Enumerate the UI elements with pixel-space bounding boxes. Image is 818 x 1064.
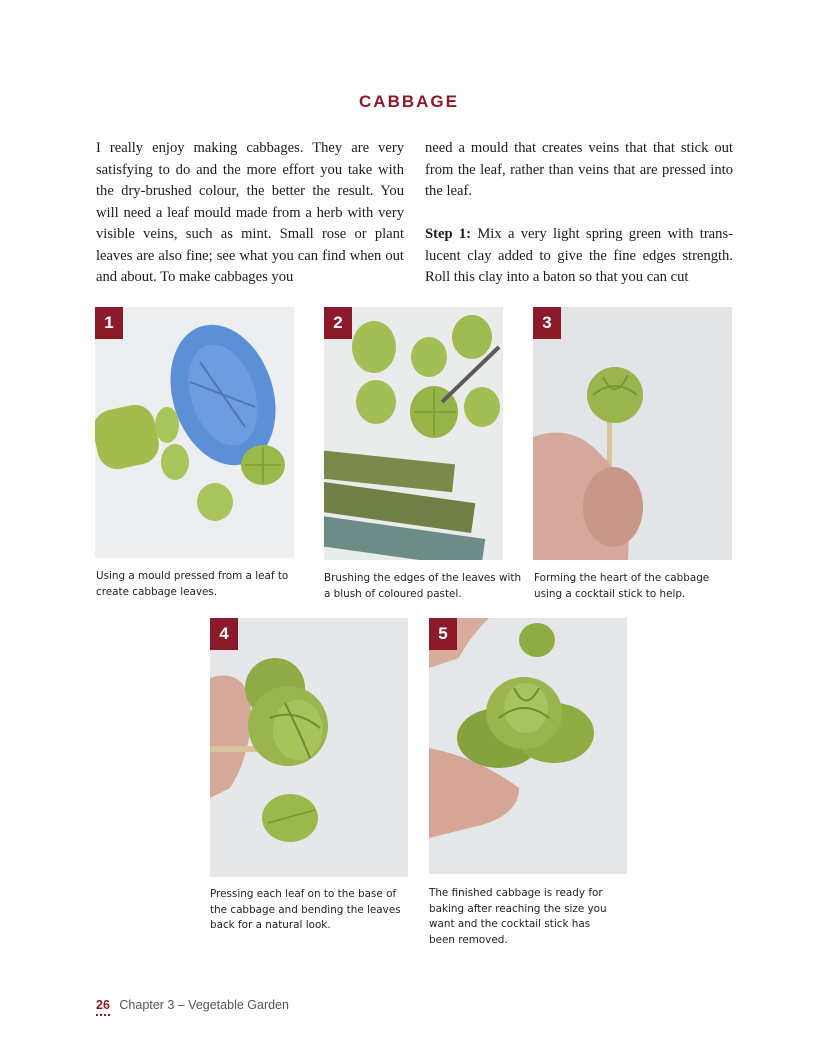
step-paragraph [425,224,733,289]
step-number-badge: 1 [95,307,123,339]
page-title: CABBAGE [359,92,459,111]
step-number-badge: 4 [210,618,238,650]
photo-3-illustration [533,307,732,560]
step-photo-2 [324,307,503,560]
step-caption-4: Pressing each leaf on to the base of the cabbage and bending the leaves back for a natural look. [210,888,401,931]
chapter-title: Chapter 3 – Vegetable Garden [119,998,289,1012]
step-label: Step 1: [425,226,472,242]
page-number: 26 [96,998,110,1016]
body-column-right [425,138,733,289]
photo-5-illustration [429,618,627,874]
step-number-badge: 2 [324,307,352,339]
photo-1-illustration [95,307,294,558]
body-paragraph: need a mould that creates veins that that stick out from the leaf, rather than veins that are pressed into the leaf. [425,140,733,199]
step-photo-1 [95,307,294,558]
step-photo-3 [533,307,732,560]
body-paragraph: I really enjoy making cabbages. They are very satisfying to do and the more effort you take with the dry-brushed colour, the better the result. You will need a leaf mould made from a herb with very visible veins, such as mint. Small rose or plant leaves are also fine; see what you can find when out and about. To make cabbages you [96,140,404,285]
step-caption-1: Using a mould pressed from a leaf to create cabbage leaves. [96,570,289,598]
step-caption-2: Brushing the edges of the leaves with a blush of coloured pastel. [324,572,522,600]
step-caption-5: The finished cabbage is ready for baking after reaching the size you want and the cocktail stick has been removed. [429,887,607,946]
step-caption-3: Forming the heart of the cabbage using a cocktail stick to help. [534,572,710,600]
step-text: Mix a very light spring green with trans-lucent clay added to give the fine edges strength. Roll this clay into a baton so that you can cut [425,226,733,285]
step-photo-5 [429,618,627,874]
photo-2-illustration [324,307,503,560]
body-column-left [96,138,404,289]
step-photo-4 [210,618,408,877]
page-footer [96,998,289,1012]
photo-4-illustration [210,618,408,877]
step-number-badge: 3 [533,307,561,339]
step-number-badge: 5 [429,618,457,650]
